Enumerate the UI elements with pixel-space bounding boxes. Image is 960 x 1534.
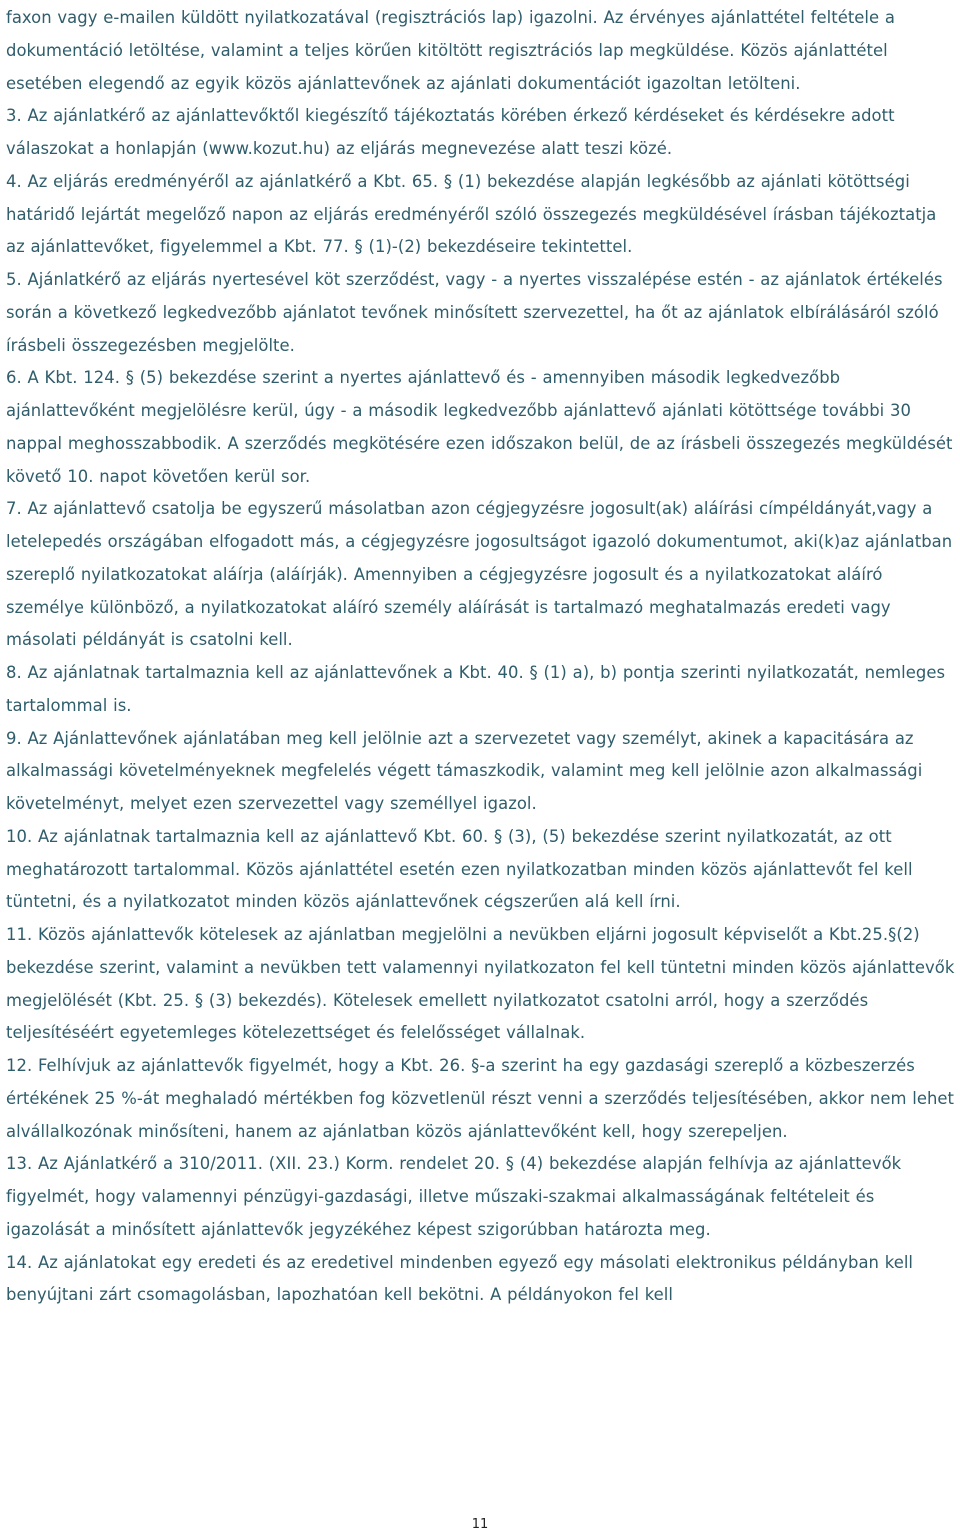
paragraph-item-8: 8. Az ajánlatnak tartalmaznia kell az ajánlattevőnek a Kbt. 40. § (1) a), b) pontja szerinti nyilatkozatát, nemleges tartalommal is. [6, 663, 946, 715]
paragraph-item-7: 7. Az ajánlattevő csatolja be egyszerű másolatban azon cégjegyzésre jogosult(ak) aláírási címpéldányát,vagy a letelepedés országában elfogadott más, a cégjegyzésre jogosultságot igazoló dokumentumot, aki(k)az ajánlatban szereplő nyilatkozatokat aláírja (aláírják). Amennyiben a cégjegyzésre jogosult és a nyilatkozatokat aláíró személye különböző, a nyilatkozatokat aláíró személy aláírását is tartalmazó meghatalmazás eredeti vagy másolati példányát is csatolni kell. [6, 499, 953, 650]
paragraph-item-6: 6. A Kbt. 124. § (5) bekezdése szerint a nyertes ajánlattevő és - amennyiben második legkedvezőbb ajánlattevőként megjelölésre kerül, úgy - a második legkedvezőbb ajánlattevő ajánlati kötöttsége további 30 nappal meghosszabbodik. A szerződés megkötésére ezen időszakon belül, de az írásbeli összegezés megküldését követő 10. napot követően kerül sor. [6, 368, 953, 486]
paragraph-item-13: 13. Az Ajánlatkérő a 310/2011. (XII. 23.) Korm. rendelet 20. § (4) bekezdése alapján felhívja az ajánlattevők figyelmét, hogy valamennyi pénzügyi-gazdasági, illetve műszaki-szakmai alkalmasságának feltételeit és igazolását a minősített ajánlattevők jegyzékéhez képest szigorúbban határozta meg. [6, 1154, 902, 1239]
document-body [6, 2, 960, 1312]
paragraph-item-10: 10. Az ajánlatnak tartalmaznia kell az ajánlattevő Kbt. 60. § (3), (5) bekezdése szerint nyilatkozatát, az ott meghatározott tartalommal. Közös ajánlattétel esetén ezen nyilatkozatban minden közös ajánlattevőt fel kell tüntetni, és a nyilatkozatot minden közös ajánlattevőnek cégszerűen alá kell írni. [6, 826, 913, 912]
paragraph-item-12: 12. Felhívjuk az ajánlattevők figyelmét, hogy a Kbt. 26. §-a szerint ha egy gazdasági szereplő a közbeszerzés értékének 25 %-át meghaladó mértékben fog közvetlenül részt venni a szerződés teljesítésében, akkor nem lehet alvállalkozónak minősíteni, hanem az ajánlatban közös ajánlattevőként kell, hogy szerepeljen. [6, 1056, 955, 1141]
paragraph-item-11: 11. Közös ajánlattevők kötelesek az ajánlatban megjelölni a nevükben eljárni jogosult képviselőt a Kbt.25.§(2) bekezdése szerint, valamint a nevükben tett valamennyi nyilatkozaton fel kell tüntetni minden közös ajánlattevők megjelölését (Kbt. 25. § (3) bekezdés). Kötelesek emellett nyilatkozatot csatolni arról, hogy a szerződés teljesítéséért egyetemleges kötelezettséget és felelősséget vállalnak. [6, 925, 955, 1043]
paragraph-item-5: 5. Ajánlatkérő az eljárás nyertesével köt szerződést, vagy - a nyertes visszalépése estén - az ajánlatok értékelés során a következő legkedvezőbb ajánlatot tevőnek minősített szervezettel, ha őt az ajánlatok elbírálásáról szóló írásbeli összegezésben megjelölte. [6, 270, 943, 355]
page-number: 11 [471, 1517, 489, 1532]
paragraph-registration-continued: faxon vagy e-mailen küldött nyilatkozatával (regisztrációs lap) igazolni. Az érvényes ajánlattétel feltétele a dokumentáció letöltése, valamint a teljes körűen kitöltött regisztrációs lap megküldése. Közös ajánlattétel esetében elegendő az egyik közös ajánlattevőnek az ajánlati dokumentációt igazoltan letölteni. [6, 8, 896, 93]
paragraph-item-14: 14. Az ajánlatokat egy eredeti és az eredetivel mindenben egyező egy másolati elektronikus példányban kell benyújtani zárt csomagolásban, lapozhatóan kell bekötni. A példányokon fel kell [6, 1252, 914, 1305]
paragraph-item-9: 9. Az Ajánlattevőnek ajánlatában meg kell jelölnie azt a szervezetet vagy személyt, akinek a kapacitására az alkalmassági követelményeknek megfelelés végett támaszkodik, valamint meg kell jelölnie azon alkalmassági követelményt, melyet ezen szervezettel vagy személlyel igazol. [6, 728, 923, 813]
paragraph-item-3: 3. Az ajánlatkérő az ajánlattevőktől kiegészítő tájékoztatás körében érkező kérdéseket és kérdésekre adott válaszokat a honlapján (www.kozut.hu) az eljárás megnevezése alatt teszi közé. [6, 106, 895, 158]
paragraph-item-4: 4. Az eljárás eredményéről az ajánlatkérő a Kbt. 65. § (1) bekezdése alapján legkésőbb az ajánlati kötöttségi határidő lejártát megelőző napon az eljárás eredményéről szóló összegezés megküldésével írásban tájékoztatja az ajánlattevőket, figyelemmel a Kbt. 77. § (1)-(2) bekezdéseire tekintettel. [6, 171, 937, 257]
